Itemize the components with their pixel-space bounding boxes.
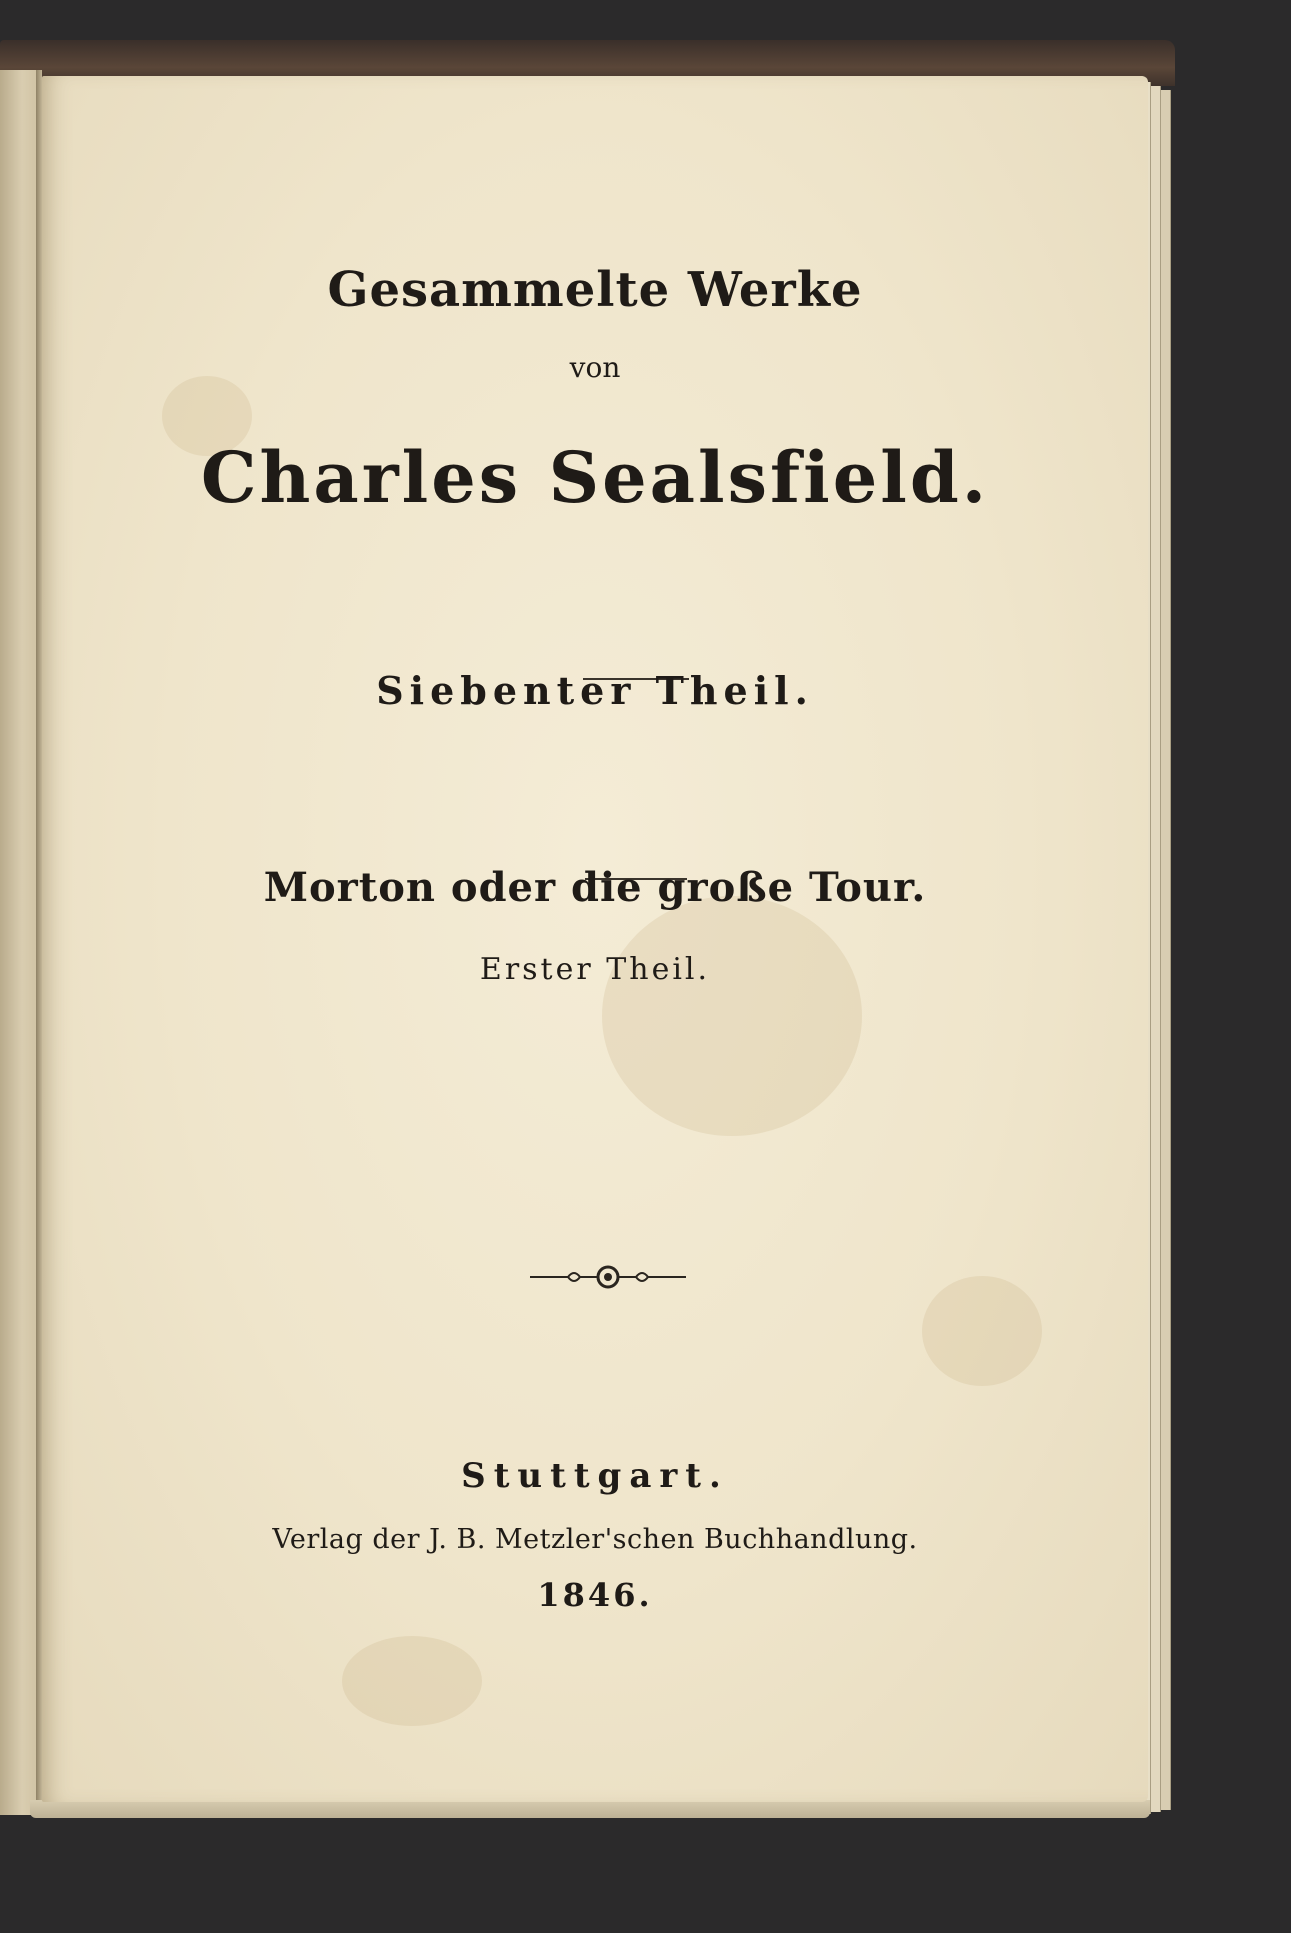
publication-year: 1846. [537,1576,653,1614]
volume-part: Siebenter Theil. [376,668,814,713]
bottom-page-edges [30,1800,1150,1818]
title-page [42,76,1148,1802]
paper-stain [922,1276,1042,1386]
publication-city: Stuttgart. [461,1456,729,1496]
previous-page-edge [0,70,40,1815]
author-name: Charles Sealsfield. [200,436,990,519]
paper-stain [602,896,862,1136]
work-title: Morton oder die große Tour. [263,864,927,911]
series-title: Gesammelte Werke [327,262,863,318]
paper-stain [342,1636,482,1726]
printer-ornament-icon [528,1257,688,1297]
work-subpart: Erster Theil. [479,952,711,987]
by-line: von [569,351,621,384]
publisher: Verlag der J. B. Metzler'schen Buchhandlung. [272,1524,918,1555]
